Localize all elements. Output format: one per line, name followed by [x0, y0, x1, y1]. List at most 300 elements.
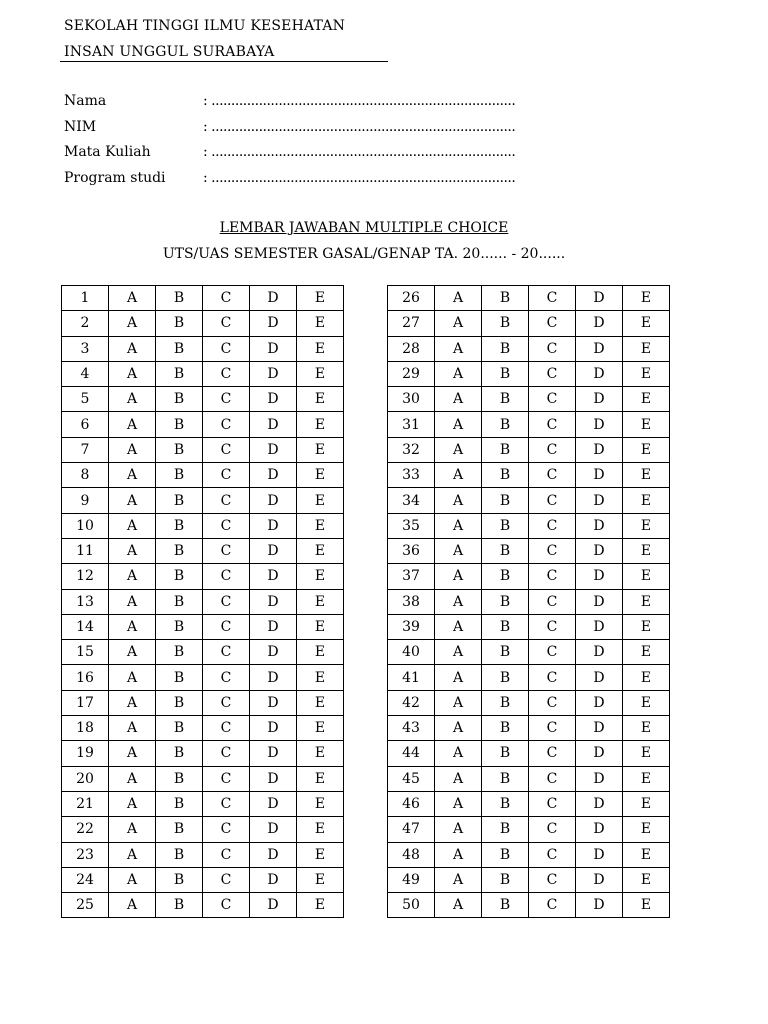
answer-option-a[interactable]: A: [435, 614, 482, 639]
answer-option-e[interactable]: E: [297, 513, 344, 538]
answer-option-a[interactable]: A: [109, 361, 156, 386]
answer-option-a[interactable]: A: [435, 589, 482, 614]
answer-option-c[interactable]: C: [203, 716, 250, 741]
answer-option-e[interactable]: E: [623, 513, 670, 538]
answer-option-a[interactable]: A: [109, 665, 156, 690]
answer-option-d[interactable]: D: [576, 361, 623, 386]
answer-option-d[interactable]: D: [576, 766, 623, 791]
answer-option-d[interactable]: D: [250, 361, 297, 386]
answer-option-b[interactable]: B: [156, 614, 203, 639]
answer-option-a[interactable]: A: [109, 766, 156, 791]
answer-option-a[interactable]: A: [435, 488, 482, 513]
answer-option-b[interactable]: B: [156, 640, 203, 665]
answer-option-e[interactable]: E: [623, 463, 670, 488]
info-fill-line[interactable]: : .............................................................................: [203, 93, 516, 109]
answer-option-d[interactable]: D: [250, 412, 297, 437]
answer-option-d[interactable]: D: [576, 589, 623, 614]
question-number: 4: [62, 361, 109, 386]
answer-option-d[interactable]: D: [250, 513, 297, 538]
answer-option-c[interactable]: C: [529, 791, 576, 816]
answer-option-c[interactable]: C: [203, 665, 250, 690]
answer-option-c[interactable]: C: [203, 741, 250, 766]
answer-option-c[interactable]: C: [529, 311, 576, 336]
answer-row: [62, 463, 344, 488]
answer-option-c[interactable]: C: [203, 286, 250, 311]
answer-option-c[interactable]: C: [203, 463, 250, 488]
answer-option-b[interactable]: B: [156, 311, 203, 336]
answer-option-b[interactable]: B: [482, 589, 529, 614]
answer-option-e[interactable]: E: [623, 817, 670, 842]
answer-option-e[interactable]: E: [623, 538, 670, 563]
answer-option-e[interactable]: E: [623, 766, 670, 791]
question-number: 50: [388, 893, 435, 918]
answer-option-c[interactable]: C: [203, 842, 250, 867]
answer-option-b[interactable]: B: [482, 716, 529, 741]
answer-row: [62, 311, 344, 336]
answer-option-d[interactable]: D: [250, 716, 297, 741]
answer-option-b[interactable]: B: [156, 817, 203, 842]
answer-option-b[interactable]: B: [156, 564, 203, 589]
answer-option-d[interactable]: D: [250, 690, 297, 715]
info-fill-line[interactable]: : .............................................................................: [203, 118, 516, 135]
answer-option-d[interactable]: D: [250, 387, 297, 412]
answer-option-e[interactable]: E: [297, 766, 344, 791]
answer-option-a[interactable]: A: [109, 589, 156, 614]
answer-option-b[interactable]: B: [482, 614, 529, 639]
answer-option-d[interactable]: D: [576, 867, 623, 892]
answer-option-c[interactable]: C: [203, 614, 250, 639]
answer-option-d[interactable]: D: [250, 817, 297, 842]
question-number: 8: [62, 463, 109, 488]
answer-option-d[interactable]: D: [576, 387, 623, 412]
answer-option-b[interactable]: B: [482, 766, 529, 791]
answer-option-e[interactable]: E: [623, 437, 670, 462]
answer-option-b[interactable]: B: [482, 817, 529, 842]
answer-option-b[interactable]: B: [156, 690, 203, 715]
answer-option-c[interactable]: C: [529, 766, 576, 791]
answer-option-e[interactable]: E: [623, 286, 670, 311]
answer-option-c[interactable]: C: [529, 564, 576, 589]
answer-option-c[interactable]: C: [529, 513, 576, 538]
answer-option-e[interactable]: E: [623, 791, 670, 816]
question-number: 3: [62, 336, 109, 361]
answer-row: [388, 614, 670, 639]
answer-option-b[interactable]: B: [482, 387, 529, 412]
answer-option-a[interactable]: A: [435, 741, 482, 766]
answer-option-e[interactable]: E: [297, 867, 344, 892]
answer-option-e[interactable]: E: [623, 640, 670, 665]
answer-option-b[interactable]: B: [156, 741, 203, 766]
answer-option-a[interactable]: A: [435, 463, 482, 488]
answer-option-c[interactable]: C: [529, 690, 576, 715]
answer-option-c[interactable]: C: [529, 716, 576, 741]
answer-option-b[interactable]: B: [482, 538, 529, 563]
info-label: NIM: [64, 118, 97, 135]
answer-row: [388, 893, 670, 918]
answer-option-d[interactable]: D: [250, 867, 297, 892]
answer-option-d[interactable]: D: [576, 463, 623, 488]
answer-option-c[interactable]: C: [529, 893, 576, 918]
answer-option-e[interactable]: E: [297, 665, 344, 690]
answer-option-a[interactable]: A: [109, 741, 156, 766]
answer-row: [62, 716, 344, 741]
answer-row: [388, 716, 670, 741]
answer-option-a[interactable]: A: [109, 513, 156, 538]
answer-option-e[interactable]: E: [297, 589, 344, 614]
answer-option-a[interactable]: A: [435, 842, 482, 867]
answer-option-b[interactable]: B: [482, 690, 529, 715]
answer-option-a[interactable]: A: [435, 817, 482, 842]
answer-option-c[interactable]: C: [203, 538, 250, 563]
answer-option-c[interactable]: C: [203, 640, 250, 665]
answer-option-e[interactable]: E: [297, 463, 344, 488]
answer-option-d[interactable]: D: [576, 412, 623, 437]
answer-option-a[interactable]: A: [109, 286, 156, 311]
answer-option-b[interactable]: B: [482, 412, 529, 437]
question-number: 19: [62, 741, 109, 766]
answer-option-a[interactable]: A: [435, 513, 482, 538]
answer-option-d[interactable]: D: [576, 538, 623, 563]
answer-option-c[interactable]: C: [529, 387, 576, 412]
answer-option-c[interactable]: C: [203, 387, 250, 412]
answer-option-c[interactable]: C: [203, 766, 250, 791]
answer-option-a[interactable]: A: [109, 640, 156, 665]
answer-row: [62, 412, 344, 437]
answer-option-a[interactable]: A: [435, 766, 482, 791]
answer-option-d[interactable]: D: [250, 614, 297, 639]
answer-option-e[interactable]: E: [623, 336, 670, 361]
answer-option-d[interactable]: D: [576, 665, 623, 690]
answer-option-d[interactable]: D: [250, 336, 297, 361]
answer-option-e[interactable]: E: [297, 311, 344, 336]
answer-option-e[interactable]: E: [297, 842, 344, 867]
answer-option-b[interactable]: B: [156, 893, 203, 918]
answer-option-b[interactable]: B: [156, 589, 203, 614]
answer-option-d[interactable]: D: [576, 336, 623, 361]
answer-sheet-title: LEMBAR JAWABAN MULTIPLE CHOICE: [219, 220, 509, 236]
answer-option-c[interactable]: C: [529, 488, 576, 513]
answer-row: [388, 867, 670, 892]
info-row-program-studi: [64, 170, 515, 196]
answer-row: [62, 488, 344, 513]
answer-option-a[interactable]: A: [435, 791, 482, 816]
answer-option-e[interactable]: E: [623, 361, 670, 386]
answer-option-e[interactable]: E: [297, 437, 344, 462]
answer-option-c[interactable]: C: [529, 538, 576, 563]
answer-option-b[interactable]: B: [156, 463, 203, 488]
answer-row: [388, 766, 670, 791]
answer-option-c[interactable]: C: [529, 286, 576, 311]
answer-option-a[interactable]: A: [435, 665, 482, 690]
answer-option-d[interactable]: D: [250, 893, 297, 918]
answer-option-d[interactable]: D: [250, 437, 297, 462]
answer-option-d[interactable]: D: [576, 513, 623, 538]
answer-option-e[interactable]: E: [623, 412, 670, 437]
answer-option-e[interactable]: E: [623, 893, 670, 918]
answer-option-e[interactable]: E: [297, 387, 344, 412]
answer-option-b[interactable]: B: [156, 766, 203, 791]
answer-option-a[interactable]: A: [435, 311, 482, 336]
answer-option-d[interactable]: D: [250, 741, 297, 766]
answer-option-b[interactable]: B: [482, 791, 529, 816]
answer-option-b[interactable]: B: [482, 311, 529, 336]
answer-option-a[interactable]: A: [109, 437, 156, 462]
answer-option-d[interactable]: D: [576, 564, 623, 589]
answer-option-d[interactable]: D: [250, 538, 297, 563]
answer-option-e[interactable]: E: [297, 716, 344, 741]
answer-option-e[interactable]: E: [297, 817, 344, 842]
answer-option-a[interactable]: A: [109, 817, 156, 842]
answer-option-b[interactable]: B: [156, 716, 203, 741]
answer-option-e[interactable]: E: [623, 842, 670, 867]
answer-option-a[interactable]: A: [109, 538, 156, 563]
answer-option-d[interactable]: D: [576, 640, 623, 665]
answer-option-c[interactable]: C: [203, 412, 250, 437]
answer-option-e[interactable]: E: [623, 665, 670, 690]
answer-option-e[interactable]: E: [297, 741, 344, 766]
answer-option-e[interactable]: E: [297, 690, 344, 715]
answer-option-c[interactable]: C: [203, 336, 250, 361]
answer-option-d[interactable]: D: [250, 640, 297, 665]
answer-option-c[interactable]: C: [529, 817, 576, 842]
answer-option-a[interactable]: A: [109, 311, 156, 336]
answer-option-a[interactable]: A: [435, 437, 482, 462]
answer-option-c[interactable]: C: [529, 361, 576, 386]
info-row-mata-kuliah: [64, 144, 515, 170]
answer-option-e[interactable]: E: [623, 311, 670, 336]
answer-option-a[interactable]: A: [109, 564, 156, 589]
answer-option-b[interactable]: B: [482, 564, 529, 589]
answer-option-b[interactable]: B: [156, 665, 203, 690]
answer-option-a[interactable]: A: [109, 463, 156, 488]
answer-option-b[interactable]: B: [156, 842, 203, 867]
answer-option-b[interactable]: B: [482, 361, 529, 386]
answer-option-b[interactable]: B: [482, 513, 529, 538]
answer-option-b[interactable]: B: [482, 463, 529, 488]
question-number: 25: [62, 893, 109, 918]
answer-option-b[interactable]: B: [482, 286, 529, 311]
answer-option-a[interactable]: A: [109, 488, 156, 513]
answer-option-e[interactable]: E: [297, 791, 344, 816]
answer-option-d[interactable]: D: [250, 766, 297, 791]
answer-option-a[interactable]: A: [109, 842, 156, 867]
question-number: 28: [388, 336, 435, 361]
answer-option-c[interactable]: C: [203, 867, 250, 892]
answer-option-a[interactable]: A: [435, 361, 482, 386]
answer-option-e[interactable]: E: [297, 893, 344, 918]
answer-option-d[interactable]: D: [250, 311, 297, 336]
answer-option-d[interactable]: D: [576, 437, 623, 462]
answer-option-e[interactable]: E: [623, 716, 670, 741]
info-fill-line[interactable]: : .............................................................................: [203, 144, 516, 160]
answer-option-b[interactable]: B: [156, 336, 203, 361]
answer-option-d[interactable]: D: [250, 791, 297, 816]
answer-option-a[interactable]: A: [109, 867, 156, 892]
question-number: 13: [62, 589, 109, 614]
answer-option-a[interactable]: A: [435, 564, 482, 589]
answer-option-c[interactable]: C: [203, 361, 250, 386]
answer-option-e[interactable]: E: [623, 589, 670, 614]
question-number: 20: [62, 766, 109, 791]
answer-row: [388, 412, 670, 437]
answer-option-c[interactable]: C: [529, 437, 576, 462]
answer-option-e[interactable]: E: [297, 336, 344, 361]
answer-option-e[interactable]: E: [297, 361, 344, 386]
answer-option-b[interactable]: B: [482, 488, 529, 513]
answer-option-b[interactable]: B: [156, 513, 203, 538]
question-number: 10: [62, 513, 109, 538]
question-number: 9: [62, 488, 109, 513]
answer-option-b[interactable]: B: [482, 867, 529, 892]
answer-option-b[interactable]: B: [482, 640, 529, 665]
answer-option-d[interactable]: D: [250, 463, 297, 488]
answer-option-a[interactable]: A: [435, 538, 482, 563]
answer-option-c[interactable]: C: [203, 817, 250, 842]
answer-option-a[interactable]: A: [435, 690, 482, 715]
answer-option-d[interactable]: D: [576, 893, 623, 918]
answer-option-d[interactable]: D: [576, 488, 623, 513]
question-number: 33: [388, 463, 435, 488]
answer-option-b[interactable]: B: [156, 538, 203, 563]
answer-option-a[interactable]: A: [109, 716, 156, 741]
answer-option-a[interactable]: A: [109, 791, 156, 816]
answer-option-c[interactable]: C: [529, 640, 576, 665]
answer-option-e[interactable]: E: [623, 614, 670, 639]
answer-row: [388, 842, 670, 867]
answer-option-e[interactable]: E: [297, 538, 344, 563]
question-number: 11: [62, 538, 109, 563]
answer-option-e[interactable]: E: [623, 741, 670, 766]
answer-option-d[interactable]: D: [576, 842, 623, 867]
answer-option-a[interactable]: A: [109, 387, 156, 412]
answer-row: [388, 589, 670, 614]
question-number: 32: [388, 437, 435, 462]
answer-option-b[interactable]: B: [482, 842, 529, 867]
answer-option-d[interactable]: D: [250, 488, 297, 513]
answer-option-a[interactable]: A: [109, 336, 156, 361]
answer-option-b[interactable]: B: [156, 437, 203, 462]
answer-option-e[interactable]: E: [297, 286, 344, 311]
answer-option-a[interactable]: A: [109, 614, 156, 639]
answer-option-d[interactable]: D: [576, 690, 623, 715]
answer-option-e[interactable]: E: [623, 488, 670, 513]
answer-option-d[interactable]: D: [576, 614, 623, 639]
answer-option-e[interactable]: E: [297, 640, 344, 665]
answer-option-b[interactable]: B: [156, 361, 203, 386]
answer-row: [388, 665, 670, 690]
answer-option-c[interactable]: C: [203, 437, 250, 462]
answer-option-e[interactable]: E: [623, 867, 670, 892]
answer-row: [62, 690, 344, 715]
answer-option-b[interactable]: B: [156, 387, 203, 412]
answer-option-d[interactable]: D: [576, 716, 623, 741]
answer-option-d[interactable]: D: [250, 564, 297, 589]
answer-row: [62, 589, 344, 614]
answer-option-e[interactable]: E: [297, 488, 344, 513]
info-fill-line[interactable]: : .............................................................................: [203, 169, 516, 186]
answer-option-a[interactable]: A: [109, 412, 156, 437]
answer-option-c[interactable]: C: [529, 336, 576, 361]
answer-option-e[interactable]: E: [297, 614, 344, 639]
answer-option-e[interactable]: E: [623, 690, 670, 715]
answer-option-d[interactable]: D: [576, 791, 623, 816]
answer-option-c[interactable]: C: [529, 614, 576, 639]
answer-option-d[interactable]: D: [576, 741, 623, 766]
answer-row: [62, 361, 344, 386]
answer-option-c[interactable]: C: [203, 311, 250, 336]
question-number: 29: [388, 361, 435, 386]
answer-option-d[interactable]: D: [576, 817, 623, 842]
answer-option-b[interactable]: B: [482, 665, 529, 690]
answer-option-e[interactable]: E: [623, 387, 670, 412]
answer-option-c[interactable]: C: [529, 741, 576, 766]
answer-option-a[interactable]: A: [435, 336, 482, 361]
answer-option-c[interactable]: C: [203, 564, 250, 589]
answer-option-c[interactable]: C: [203, 513, 250, 538]
question-number: 47: [388, 817, 435, 842]
answer-option-a[interactable]: A: [435, 387, 482, 412]
answer-row: [62, 741, 344, 766]
answer-option-a[interactable]: A: [435, 412, 482, 437]
answer-option-c[interactable]: C: [529, 842, 576, 867]
answer-option-b[interactable]: B: [482, 741, 529, 766]
answer-option-c[interactable]: C: [529, 463, 576, 488]
answer-option-a[interactable]: A: [435, 867, 482, 892]
answer-option-e[interactable]: E: [297, 412, 344, 437]
answer-option-c[interactable]: C: [203, 893, 250, 918]
answer-option-c[interactable]: C: [203, 488, 250, 513]
answer-option-d[interactable]: D: [250, 286, 297, 311]
answer-option-a[interactable]: A: [435, 716, 482, 741]
answer-row: [388, 690, 670, 715]
answer-option-b[interactable]: B: [156, 488, 203, 513]
answer-option-d[interactable]: D: [250, 665, 297, 690]
answer-row: [388, 640, 670, 665]
answer-option-e[interactable]: E: [297, 564, 344, 589]
answer-option-d[interactable]: D: [576, 286, 623, 311]
answer-option-b[interactable]: B: [482, 437, 529, 462]
answer-option-a[interactable]: A: [109, 690, 156, 715]
answer-option-a[interactable]: A: [435, 640, 482, 665]
answer-option-b[interactable]: B: [156, 412, 203, 437]
answer-option-a[interactable]: A: [435, 893, 482, 918]
answer-row: [62, 286, 344, 311]
answer-option-c[interactable]: C: [529, 867, 576, 892]
answer-option-c[interactable]: C: [529, 665, 576, 690]
answer-option-a[interactable]: A: [109, 893, 156, 918]
header-underline: [60, 61, 388, 62]
answer-option-d[interactable]: D: [250, 589, 297, 614]
answer-option-c[interactable]: C: [529, 412, 576, 437]
answer-option-b[interactable]: B: [482, 336, 529, 361]
answer-row: [62, 336, 344, 361]
answer-row: [388, 387, 670, 412]
answer-option-b[interactable]: B: [156, 791, 203, 816]
answer-option-d[interactable]: D: [250, 842, 297, 867]
question-number: 14: [62, 614, 109, 639]
answer-option-a[interactable]: A: [435, 286, 482, 311]
answer-option-b[interactable]: B: [156, 867, 203, 892]
answer-option-c[interactable]: C: [203, 589, 250, 614]
answer-option-c[interactable]: C: [529, 589, 576, 614]
answer-option-d[interactable]: D: [576, 311, 623, 336]
answer-option-c[interactable]: C: [203, 791, 250, 816]
answer-option-b[interactable]: B: [156, 286, 203, 311]
answer-option-e[interactable]: E: [623, 564, 670, 589]
question-number: 45: [388, 766, 435, 791]
answer-option-b[interactable]: B: [482, 893, 529, 918]
answer-option-c[interactable]: C: [203, 690, 250, 715]
